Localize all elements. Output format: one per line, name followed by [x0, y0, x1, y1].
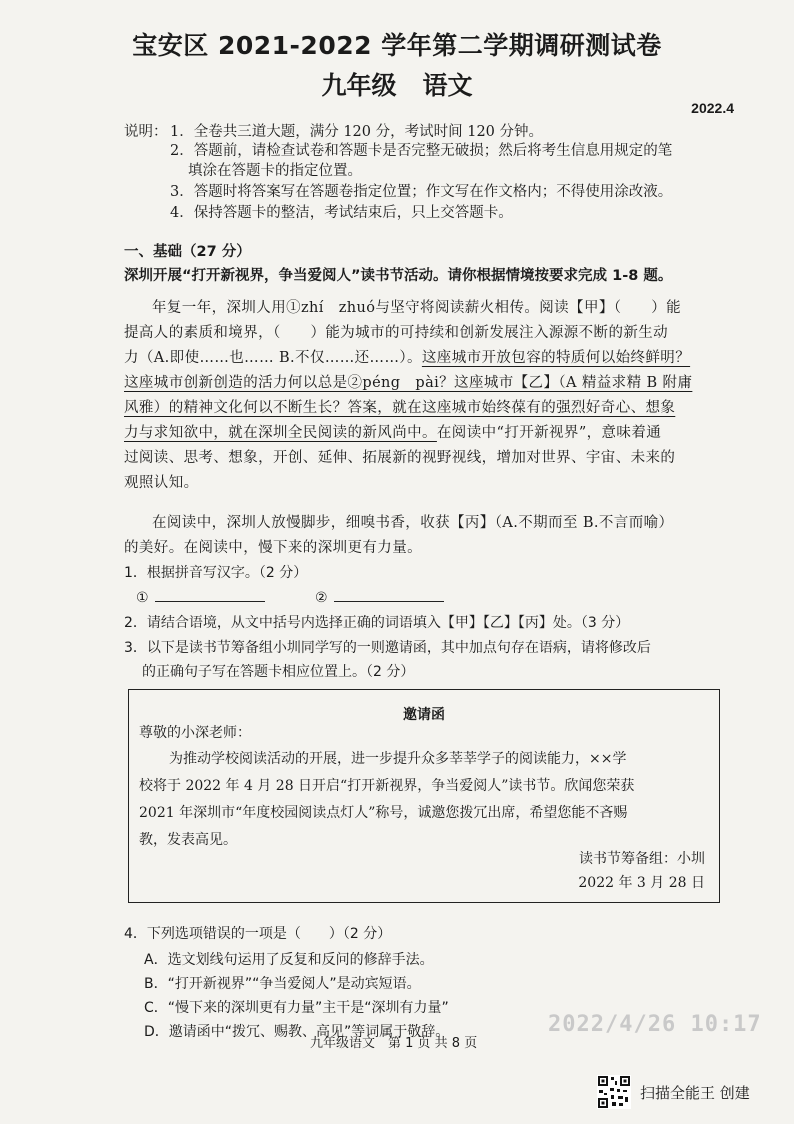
invitation-title: 邀请函 — [403, 707, 445, 723]
invitation-body-line: 2021 年深圳市“年度校园阅读点灯人”称号，诚邀您拨冗出席，希望您能不吝赐 — [139, 805, 628, 821]
instruction-item: 3．答题时将答案写在答题卷指定位置；作文写在作文格内；不得使用涂改液。 — [170, 184, 673, 200]
exam-subtitle — [0, 66, 794, 102]
passage-line: 提高人的素质和境界，（ ）能为城市的可持续和创新发展注入源源不断的新生动 — [124, 325, 669, 341]
section-heading: 一、基础（27 分） — [124, 244, 251, 260]
option-a: A．选文划线句运用了反复和反问的修辞手法。 — [144, 952, 434, 968]
question-1-blanks: ① ② — [136, 586, 736, 610]
instruction-item: 填涂在答题卡的指定位置。 — [188, 163, 362, 179]
instruction-item: 4．保持答题卡的整洁，考试结束后，只上交答题卡。 — [170, 205, 513, 221]
section-lead: 深圳开展“打开新视界，争当爱阅人”读书节活动。请你根据情境按要求完成 1-8 题。 — [124, 268, 673, 284]
passage-paragraph-2 — [124, 511, 714, 561]
invitation-body-line: 校将于 2022 年 4 月 28 日开启“打开新视界，争当爱阅人”读书节。欣闻您荣获 — [139, 778, 635, 794]
passage-paragraph-1 — [124, 296, 714, 496]
invitation-body-line: 教，发表高见。 — [139, 832, 237, 848]
instruction-item: 2．答题前，请检查试卷和答题卡是否完整无破损；然后将考生信息用规定的笔 — [170, 143, 673, 159]
question-3-cont: 的正确句子写在答题卡相应位置上。（2 分） — [142, 664, 415, 680]
instructions-label: 说明： — [124, 124, 168, 140]
qr-code-icon — [597, 1075, 631, 1109]
question-4: 4．下列选项错误的一项是（ ）（2 分） — [124, 926, 392, 942]
underlined-sentence: 风雅）的精神文化何以不断生长？答案，就在这座城市始终葆有的强烈好奇心、想象 — [124, 400, 676, 416]
invitation-box — [128, 689, 720, 903]
grade-label: 九年级 — [321, 71, 397, 100]
passage-line: 在阅读中，深圳人放慢脚步，细嗅书香，收获【丙】（A.不期而至 B.不言而喻） — [152, 515, 674, 531]
invitation-signature: 读书节筹备组：小圳 — [579, 851, 705, 867]
underlined-sentence: 这座城市开放包容的特质何以始终鲜明？ — [421, 350, 691, 366]
passage-line: 力与求知欲中，就在深圳全民阅读的新风尚中。在阅读中“打开新视界”，意味着通 — [124, 425, 662, 441]
question-3: 3．以下是读书节筹备组小圳同学写的一则邀请函，其中加点句存在语病，请将修改后 — [124, 640, 651, 656]
exam-title: 宝安区 2021-2022 学年第二学期调研测试卷 — [132, 31, 662, 60]
scan-timestamp: 2022/4/26 10:17 — [548, 1012, 762, 1037]
passage-line: 年复一年，深圳人用①zhí zhuó与坚守将阅读薪火相传。阅读【甲】（ ）能 — [152, 300, 682, 316]
question-2: 2．请结合语境，从文中括号内选择正确的词语填入【甲】【乙】【丙】处。（3 分） — [124, 615, 630, 631]
question-1: 1．根据拼音写汉字。（2 分） — [124, 565, 308, 581]
scanner-label: 扫描全能王 创建 — [640, 1084, 750, 1102]
invitation-body-line: 为推动学校阅读活动的开展，进一步提升众多莘莘学子的阅读能力，××学 — [169, 751, 627, 767]
subject-label: 语文 — [422, 71, 473, 100]
passage-line: 观照认知。 — [124, 475, 199, 491]
option-d: D．邀请函中“拨冗、赐教、高见”等词属于敬辞。 — [144, 1024, 450, 1040]
instruction-item: 1．全卷共三道大题，满分 120 分，考试时间 120 分钟。 — [170, 124, 544, 140]
answer-blank-2 — [334, 587, 444, 602]
option-b: B．“打开新视界”“争当爱阅人”是动宾短语。 — [144, 976, 421, 992]
answer-blank-1 — [155, 587, 265, 602]
exam-date: 2022.4 — [691, 100, 734, 116]
invitation-salutation: 尊敬的小深老师： — [139, 725, 251, 741]
page-footer: 九年级语文 第 1 页 共 8 页 — [310, 1036, 478, 1051]
invitation-date: 2022 年 3 月 28 日 — [578, 875, 705, 891]
underlined-sentence: 这座城市创新创造的活力何以总是②péng pài？这座城市【乙】（A 精益求精 B 附庸 — [124, 375, 693, 391]
option-c: C．“慢下来的深圳更有力量”主干是“深圳有力量” — [144, 1000, 449, 1016]
passage-line: 力（A.即使……也…… B.不仅……还……）。这座城市开放包容的特质何以始终鲜明？ — [124, 350, 691, 366]
passage-line: 的美好。在阅读中，慢下来的深圳更有力量。 — [124, 540, 422, 556]
underlined-sentence: 力与求知欲中，就在深圳全民阅读的新风尚中。 — [124, 425, 437, 441]
passage-line: 过阅读、思考、想象，开创、延伸、拓展新的视野视线，增加对世界、宇宙、未来的 — [124, 450, 676, 466]
